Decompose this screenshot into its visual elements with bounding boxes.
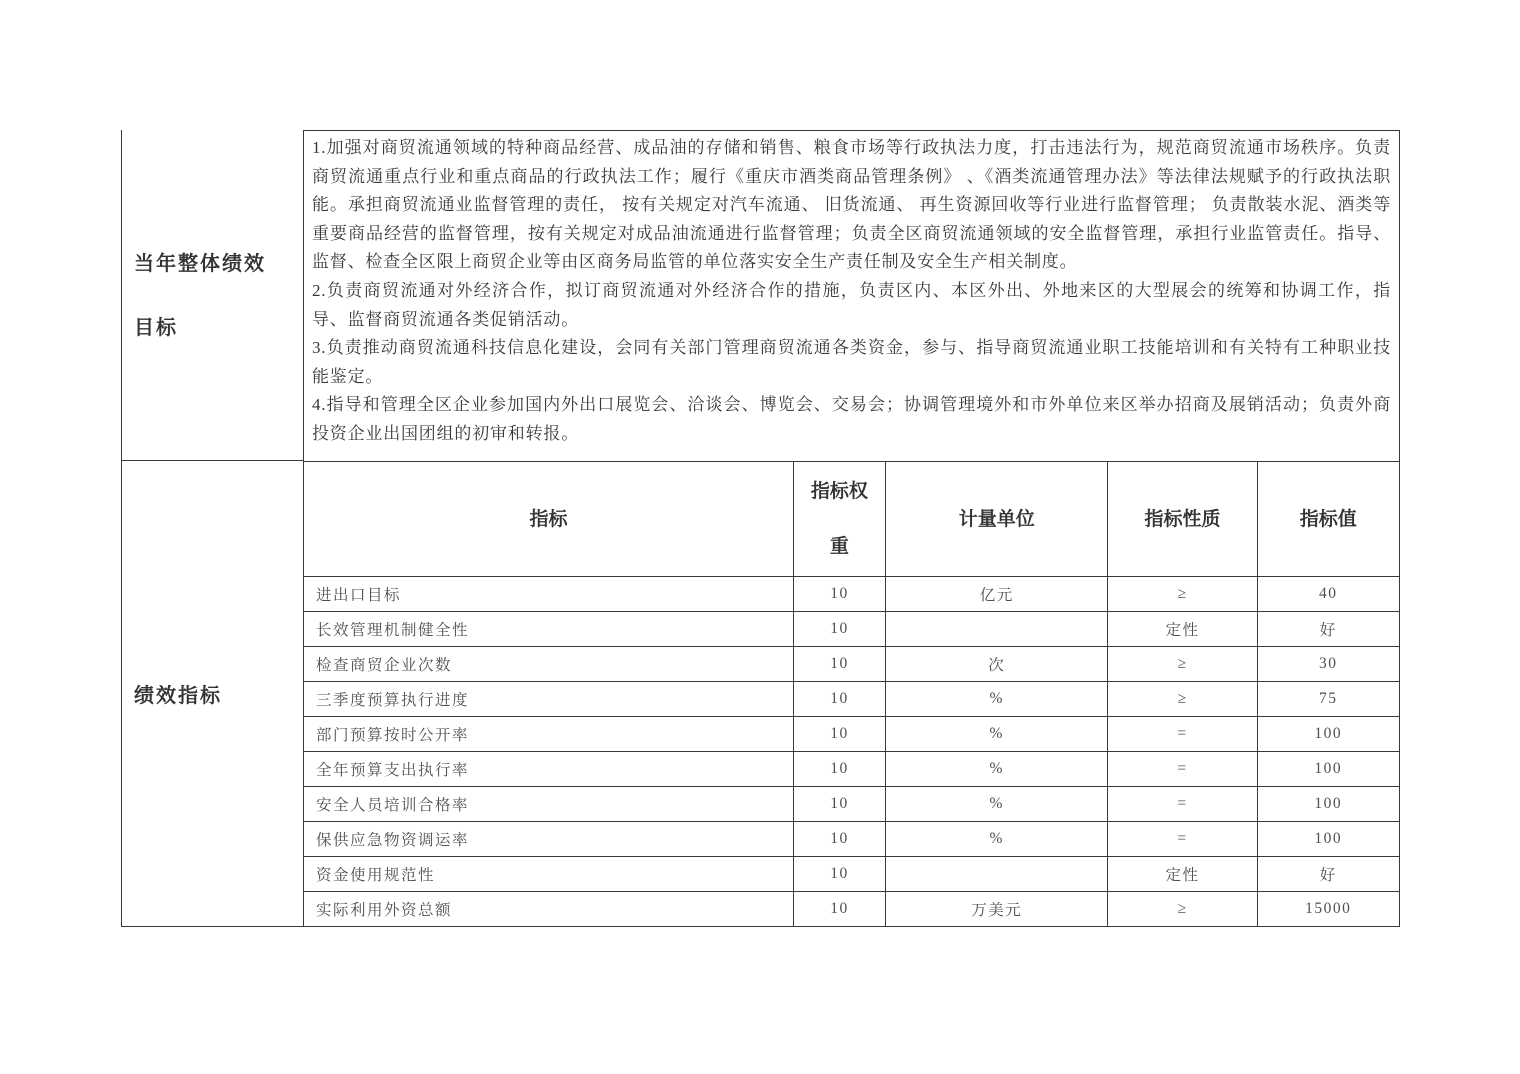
indicator-nature: = bbox=[1108, 752, 1257, 787]
indicator-nature: ≥ bbox=[1108, 647, 1257, 682]
indicator-row bbox=[304, 857, 1400, 892]
indicator-row bbox=[304, 752, 1400, 787]
indicator-name: 全年预算支出执行率 bbox=[304, 752, 794, 787]
goal-paragraph-4: 4.指导和管理全区企业参加国内外出口展览会、洽谈会、博览会、交易会；协调管理境外和市外单位来区举办招商及展销活动；负责外商投资企业出国团组的初审和转报。 bbox=[312, 395, 1391, 443]
indicator-value: 好 bbox=[1257, 857, 1400, 892]
indicator-weight: 10 bbox=[793, 892, 885, 927]
indicator-name: 进出口目标 bbox=[304, 577, 794, 612]
goal-content-cell bbox=[303, 130, 1400, 461]
indicator-weight: 10 bbox=[793, 752, 885, 787]
indicator-weight: 10 bbox=[793, 822, 885, 857]
goal-label-divider bbox=[122, 460, 304, 461]
goal-paragraph-2: 2.负责商贸流通对外经济合作，拟订商贸流通对外经济合作的措施，负责区内、本区外出、外地来区的大型展会的统筹和协调工作，指导、监督商贸流通各类促销活动。 bbox=[312, 280, 1391, 329]
indicator-weight: 10 bbox=[793, 787, 885, 822]
indicator-row bbox=[304, 577, 1400, 612]
goal-label-cell bbox=[121, 130, 303, 461]
indicator-unit: 次 bbox=[885, 647, 1107, 682]
indicator-unit: 万美元 bbox=[885, 892, 1107, 927]
indicator-nature: ≥ bbox=[1108, 682, 1257, 717]
indicator-name: 实际利用外资总额 bbox=[304, 892, 794, 927]
indicators-header-row bbox=[304, 462, 1400, 577]
indicator-value: 15000 bbox=[1257, 892, 1400, 927]
goal-paragraph-3: 3.负责推动商贸流通科技信息化建设，会同有关部门管理商贸流通各类资金，参与、指导商贸流通业职工技能培训和有关特有工种职业技能鉴定。 bbox=[312, 338, 1391, 386]
indicator-weight: 10 bbox=[793, 612, 885, 647]
indicator-nature: 定性 bbox=[1108, 612, 1257, 647]
indicator-name: 检查商贸企业次数 bbox=[304, 647, 794, 682]
indicator-name: 部门预算按时公开率 bbox=[304, 717, 794, 752]
indicator-value: 100 bbox=[1257, 822, 1400, 857]
indicators-label-cell bbox=[121, 461, 303, 927]
indicator-row bbox=[304, 822, 1400, 857]
indicator-name: 安全人员培训合格率 bbox=[304, 787, 794, 822]
indicator-unit: % bbox=[885, 787, 1107, 822]
indicator-value: 好 bbox=[1257, 612, 1400, 647]
indicators-row bbox=[121, 461, 1400, 927]
indicator-row bbox=[304, 717, 1400, 752]
indicator-nature: = bbox=[1108, 787, 1257, 822]
indicator-value: 40 bbox=[1257, 577, 1400, 612]
indicator-weight: 10 bbox=[793, 577, 885, 612]
goal-label: 当年整体绩效目标 bbox=[134, 252, 266, 339]
col-header-indicator: 指标 bbox=[304, 462, 794, 577]
goal-paragraph-1: 1.加强对商贸流通领域的特种商品经营、成品油的存储和销售、粮食市场等行政执法力度，打击违法行为，规范商贸流通市场秩序。负责商贸流通重点行业和重点商品的行政执法工作；履行《重庆市酒类商品管理条例》 、《酒类流通管理办法》等法律法规赋予的行政执法职能。承担商贸流通业监督管理的责任， 按有关规定对汽车流通、 旧货流通、 再生资源回收等行业进行监督管理； 负责散装水泥、酒类等重要商品经营的监督管理，按有关规定对成品油流通进行监督管理；负责全区商贸流通领域的安全监督管理，承担行业监管责任。指导、监督、检查全区限上商贸企业等由区商务局监管的单位落实安全生产责任制及安全生产相关制度。 bbox=[312, 138, 1391, 272]
indicator-nature: = bbox=[1108, 717, 1257, 752]
indicator-unit: % bbox=[885, 822, 1107, 857]
indicator-weight: 10 bbox=[793, 717, 885, 752]
indicator-nature: ≥ bbox=[1108, 892, 1257, 927]
col-header-unit: 计量单位 bbox=[885, 462, 1107, 577]
indicator-weight: 10 bbox=[793, 682, 885, 717]
indicator-value: 100 bbox=[1257, 717, 1400, 752]
goal-row bbox=[121, 130, 1400, 461]
indicator-nature: = bbox=[1108, 822, 1257, 857]
indicator-unit: % bbox=[885, 717, 1107, 752]
indicator-value: 30 bbox=[1257, 647, 1400, 682]
indicator-row bbox=[304, 647, 1400, 682]
indicator-weight: 10 bbox=[793, 647, 885, 682]
indicator-value: 100 bbox=[1257, 787, 1400, 822]
performance-table bbox=[121, 130, 1400, 927]
indicator-row bbox=[304, 612, 1400, 647]
col-header-weight: 指标权重 bbox=[793, 462, 885, 577]
indicator-name: 三季度预算执行进度 bbox=[304, 682, 794, 717]
indicator-unit bbox=[885, 612, 1107, 647]
indicator-row bbox=[304, 787, 1400, 822]
indicator-row bbox=[304, 892, 1400, 927]
indicator-value: 100 bbox=[1257, 752, 1400, 787]
indicator-weight: 10 bbox=[793, 857, 885, 892]
indicator-nature: ≥ bbox=[1108, 577, 1257, 612]
indicators-table bbox=[303, 461, 1400, 927]
indicator-unit bbox=[885, 857, 1107, 892]
indicator-name: 资金使用规范性 bbox=[304, 857, 794, 892]
indicator-unit: 亿元 bbox=[885, 577, 1107, 612]
indicator-unit: % bbox=[885, 752, 1107, 787]
indicator-name: 长效管理机制健全性 bbox=[304, 612, 794, 647]
indicator-name: 保供应急物资调运率 bbox=[304, 822, 794, 857]
indicator-row bbox=[304, 682, 1400, 717]
indicator-unit: % bbox=[885, 682, 1107, 717]
col-header-value: 指标值 bbox=[1257, 462, 1400, 577]
indicator-nature: 定性 bbox=[1108, 857, 1257, 892]
indicator-value: 75 bbox=[1257, 682, 1400, 717]
col-header-nature: 指标性质 bbox=[1108, 462, 1257, 577]
indicators-table-area bbox=[303, 461, 1400, 927]
indicators-label: 绩效指标 bbox=[134, 685, 222, 707]
